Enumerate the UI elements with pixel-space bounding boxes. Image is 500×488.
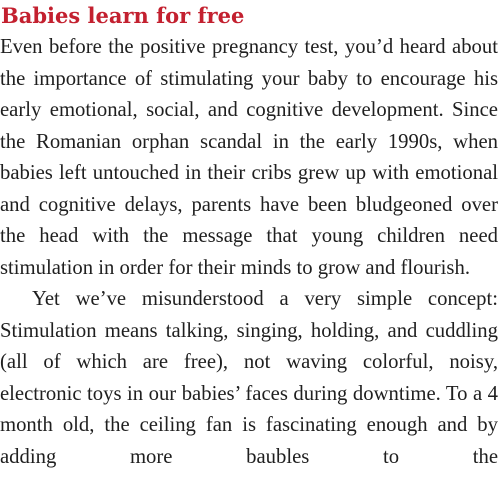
- section-heading: Babies learn for free: [1, 3, 245, 28]
- body-paragraph-2: Yet we’ve misunderstood a very simple concept: Stimulation means talking, singing, holding, and cuddling (all of which are free), not waving colorful, noisy, electronic toys in our babies’ faces during downtime. To a 4 month old, the ceiling fan is fascinating enough and by adding more baubles to the: [0, 288, 498, 468]
- body-paragraph-1: Even before the positive pregnancy test, you’d heard about the importance of stimulating your baby to encourage his early emotional, social, and cognitive development. Since the Romanian orphan scandal in the early 1990s, when babies left untouched in their cribs grew up with emotional and cognitive delays, parents have been bludgeoned over the head with the message that young children need stimulation in order for their minds to grow and flourish.: [0, 36, 498, 279]
